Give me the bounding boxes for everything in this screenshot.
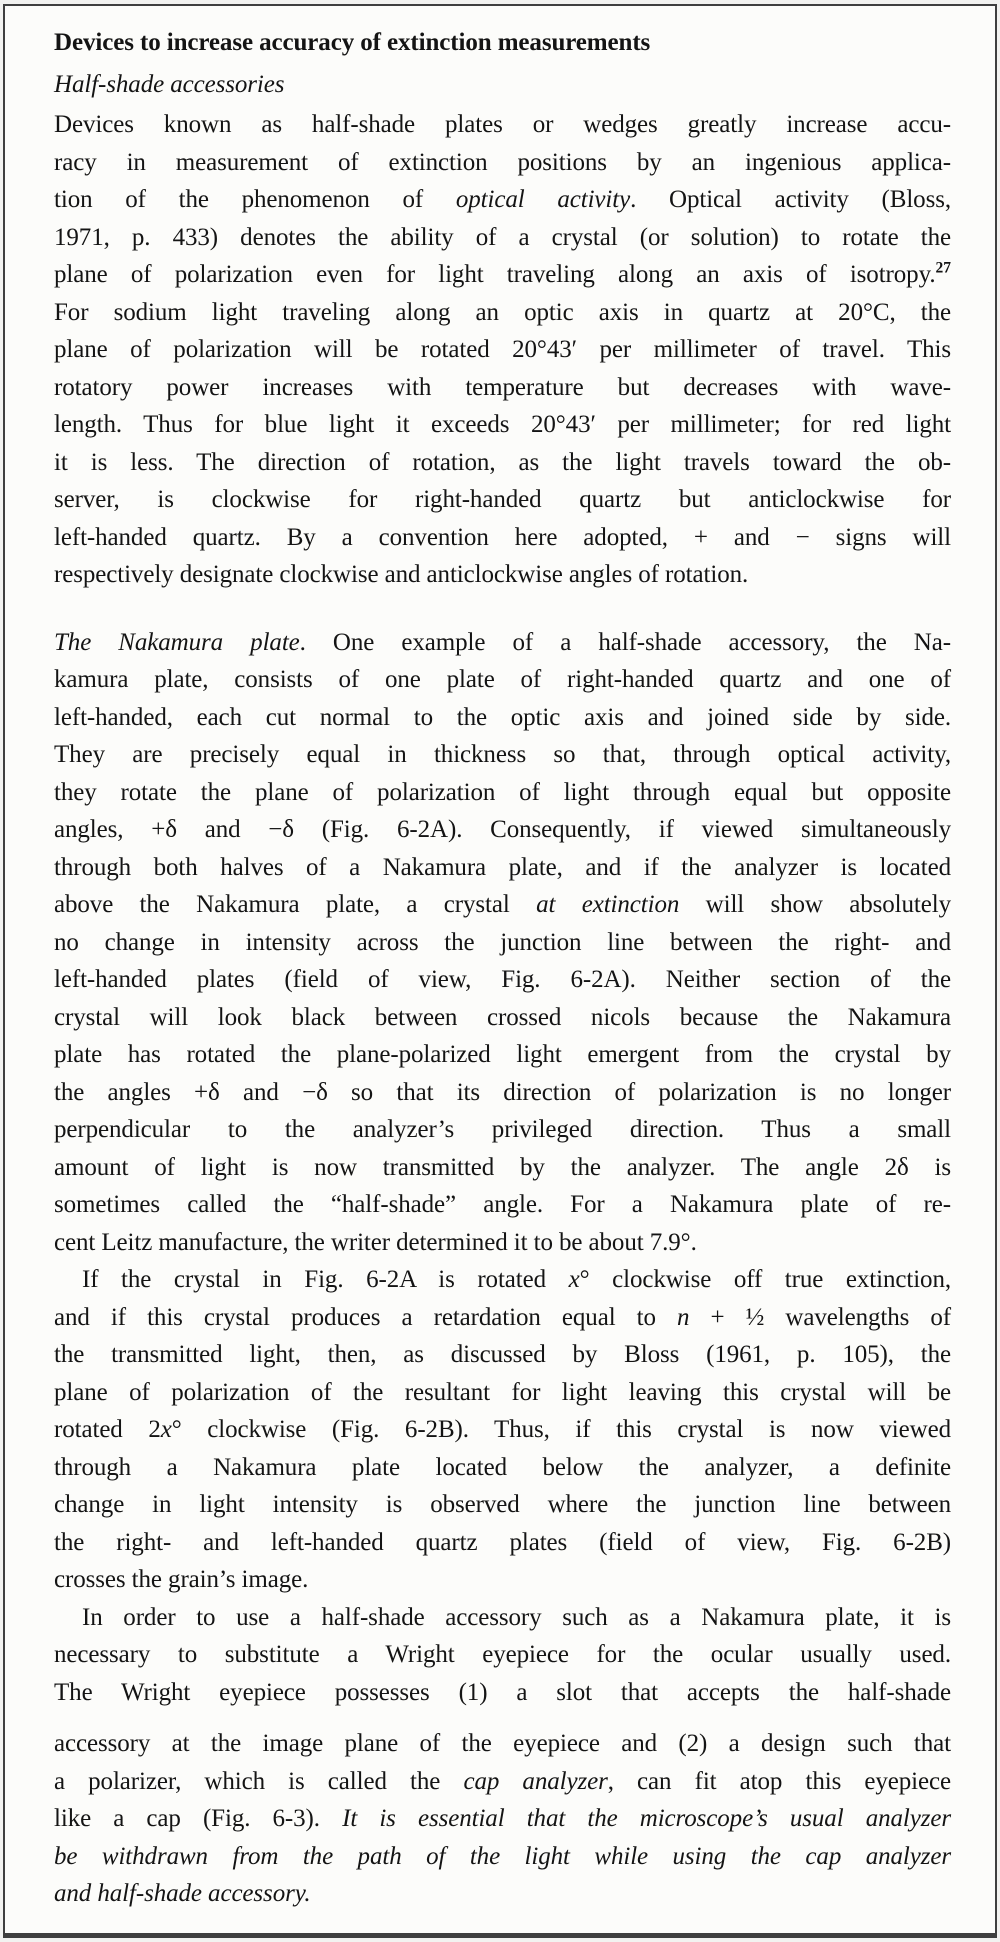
text-line xyxy=(54,64,951,106)
footnote-marker: 27 xyxy=(935,259,951,277)
text-line xyxy=(54,444,951,482)
text-segment: If the crystal in Fig. 6-2A is rotated xyxy=(82,1266,569,1293)
text-segment: the transmitted light, then, as discussed by Bloss (1961, p. 105), the xyxy=(54,1341,951,1368)
text-line xyxy=(54,1411,951,1449)
text-line xyxy=(54,961,951,999)
text-line xyxy=(54,1875,951,1913)
text-line xyxy=(54,22,951,64)
text-line xyxy=(54,1299,951,1337)
text-segment: x xyxy=(160,1416,172,1443)
text-line xyxy=(54,624,951,662)
text-segment: Devices known as half-shade plates or wedges greatly increase accu- xyxy=(54,111,951,138)
document-body xyxy=(5,6,995,1913)
text-segment: optical activity xyxy=(455,186,631,213)
text-segment: angles, +δ and −δ (Fig. 6-2A). Consequently, if viewed simultaneously xyxy=(54,816,951,843)
text-line xyxy=(54,886,951,924)
text-line xyxy=(54,106,951,144)
text-line xyxy=(54,811,951,849)
text-segment: left-handed quartz. By a convention here adopted, + and − signs will xyxy=(54,523,951,551)
text-line xyxy=(54,1074,951,1112)
text-segment: rotatory power increases with temperature but decreases with wave- xyxy=(54,373,951,401)
text-segment: accessory at the image plane of the eyepiece and (2) a design such that xyxy=(54,1730,951,1757)
text-segment: plate has rotated the plane-polarized light emergent from the crystal by xyxy=(54,1041,951,1068)
text-line xyxy=(54,1599,951,1637)
text-segment: The Wright eyepiece possesses (1) a slot that accepts the half-shade xyxy=(54,1678,951,1706)
text-line xyxy=(54,256,951,294)
text-line xyxy=(54,1763,951,1801)
text-segment: For sodium light traveling along an optic axis in quartz at 20°C, the xyxy=(54,298,951,326)
text-segment: server, is clockwise for right-handed quartz but anticlockwise for xyxy=(54,486,951,513)
heading xyxy=(54,64,951,106)
text-segment: amount of light is now transmitted by the analyzer. The angle 2δ is xyxy=(54,1153,951,1181)
text-line xyxy=(54,1561,951,1599)
text-line xyxy=(54,294,951,332)
text-line xyxy=(54,849,951,887)
text-line xyxy=(54,1449,951,1487)
text-line xyxy=(54,774,951,812)
text-segment: at extinction xyxy=(536,891,680,918)
text-segment: , can fit atop this eyepiece xyxy=(607,1767,952,1795)
text-segment: they rotate the plane of polarization of light through equal but opposite xyxy=(54,778,951,806)
text-segment: above the Nakamura plate, a crystal xyxy=(54,891,537,918)
paragraph xyxy=(54,624,951,1262)
text-line xyxy=(54,406,951,444)
text-line xyxy=(54,924,951,962)
text-line xyxy=(54,1224,951,1262)
text-line xyxy=(54,481,951,519)
text-line xyxy=(54,1725,951,1763)
text-segment: . Optical activity (Bloss, xyxy=(630,186,951,213)
text-line xyxy=(54,661,951,699)
text-segment: and if this crystal produces a retardation equal to xyxy=(54,1303,678,1331)
paragraph xyxy=(54,1261,951,1599)
text-segment: x xyxy=(568,1266,580,1293)
text-line xyxy=(54,1186,951,1224)
text-segment: plane of polarization will be rotated 20°43′ per millimeter of travel. This xyxy=(54,336,951,363)
text-segment: no change in intensity across the junction line between the right- and xyxy=(54,928,951,956)
text-segment: Devices to increase accuracy of extinction measurements xyxy=(54,29,651,56)
text-line xyxy=(54,1336,951,1374)
text-segment: change in light intensity is observed where the junction line between xyxy=(54,1491,951,1518)
text-segment: ° clockwise (Fig. 6-2B). Thus, if this crystal is now viewed xyxy=(171,1416,951,1443)
text-segment: respectively designate clockwise and anticlockwise angles of rotation. xyxy=(54,561,749,588)
text-line xyxy=(54,556,951,594)
text-segment: n xyxy=(677,1303,690,1331)
text-segment: tion of the phenomenon of xyxy=(54,186,456,213)
text-segment: and half-shade accessory. xyxy=(54,1880,311,1907)
text-line xyxy=(54,1800,951,1838)
text-line xyxy=(54,219,951,257)
text-line xyxy=(54,999,951,1037)
text-line xyxy=(54,1524,951,1562)
text-segment: plane of polarization of the resultant for light leaving this crystal will be xyxy=(54,1378,951,1406)
text-segment: necessary to substitute a Wright eyepiece for the ocular usually used. xyxy=(54,1641,951,1668)
text-line xyxy=(54,519,951,557)
text-line xyxy=(54,1636,951,1674)
text-segment: . One example of a half-shade accessory, the Na- xyxy=(299,628,951,656)
text-line xyxy=(54,1486,951,1524)
text-segment: Half-shade accessories xyxy=(54,71,285,98)
scanned-page xyxy=(3,4,997,1938)
paragraph xyxy=(54,106,951,594)
text-segment: + ½ wavelengths of xyxy=(689,1303,951,1331)
text-line xyxy=(54,1374,951,1412)
text-line xyxy=(54,1674,951,1712)
text-segment: a polarizer, which is called the xyxy=(54,1767,464,1795)
text-segment: racy in measurement of extinction positions by an ingenious applica- xyxy=(54,148,951,176)
text-segment: plane of polarization even for light traveling along an axis of isotropy. xyxy=(54,261,936,288)
text-segment: cent Leitz manufacture, the writer determined it to be about 7.9°. xyxy=(54,1228,697,1256)
text-segment: through a Nakamura plate located below the analyzer, a definite xyxy=(54,1453,951,1481)
text-segment: left-handed, each cut normal to the optic axis and joined side by side. xyxy=(54,703,951,731)
paragraph xyxy=(54,1599,951,1913)
text-segment: The Nakamura plate xyxy=(54,628,300,656)
text-segment: In order to use a half-shade accessory such as a Nakamura plate, it is xyxy=(82,1603,951,1631)
text-line xyxy=(54,1838,951,1876)
text-segment: They are precisely equal in thickness so that, through optical activity, xyxy=(54,741,951,768)
text-segment: kamura plate, consists of one plate of right-handed quartz and one of xyxy=(54,666,951,693)
text-segment: sometimes called the “half-shade” angle. For a Nakamura plate of re- xyxy=(54,1191,951,1218)
text-line xyxy=(54,1149,951,1187)
text-segment: be withdrawn from the path of the light while using the cap analyzer xyxy=(54,1842,951,1870)
text-segment: perpendicular to the analyzer’s privileged direction. Thus a small xyxy=(54,1116,951,1143)
text-segment: 1971, p. 433) denotes the ability of a crystal (or solution) to rotate the xyxy=(54,223,951,251)
text-line xyxy=(54,1036,951,1074)
text-segment: It is essential that the microscope’s usual analyzer xyxy=(342,1805,951,1832)
text-line xyxy=(54,331,951,369)
text-segment: will show absolutely xyxy=(679,891,951,918)
heading xyxy=(54,22,951,64)
text-line xyxy=(54,181,951,219)
text-segment: the right- and left-handed quartz plates (field of view, Fig. 6-2B) xyxy=(54,1528,951,1556)
text-segment: rotated 2 xyxy=(54,1416,161,1443)
text-line xyxy=(54,144,951,182)
text-segment: ° clockwise off true extinction, xyxy=(579,1266,952,1293)
text-segment: left-handed plates (field of view, Fig. 6-2A). Neither section of the xyxy=(54,966,951,993)
text-segment: the angles +δ and −δ so that its direction of polarization is no longer xyxy=(54,1078,951,1106)
text-segment: like a cap (Fig. 6-3). xyxy=(54,1805,343,1832)
text-segment: cap analyzer xyxy=(463,1767,608,1795)
text-line xyxy=(54,736,951,774)
text-line xyxy=(54,1261,951,1299)
text-segment: crosses the grain’s image. xyxy=(54,1566,309,1593)
text-segment: it is less. The direction of rotation, as the light travels toward the ob- xyxy=(54,448,951,476)
text-line xyxy=(54,699,951,737)
text-segment: length. Thus for blue light it exceeds 20°43′ per millimeter; for red light xyxy=(54,411,951,438)
text-segment: through both halves of a Nakamura plate, and if the analyzer is located xyxy=(54,853,951,881)
text-segment: crystal will look black between crossed nicols because the Nakamura xyxy=(54,1003,951,1031)
text-line xyxy=(54,369,951,407)
text-line xyxy=(54,1111,951,1149)
